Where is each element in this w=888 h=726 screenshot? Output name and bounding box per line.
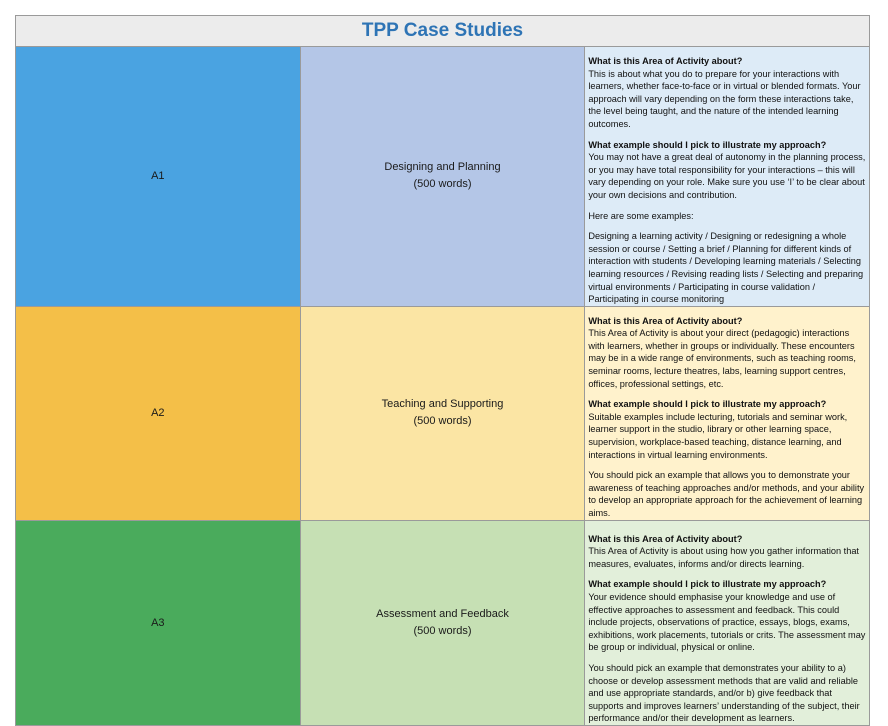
answer-text: Your evidence should emphasise your knowledge and use of effective approaches to assessment and feedback. This could include projects, observations of practice, essays, blogs, exams, exhibitions, work placements, tutorials or crits. The assessment may be group or individual, physical or online.: [588, 591, 866, 653]
word-count: (500 words): [413, 415, 472, 428]
question-heading: What example should I pick to illustrate my approach?: [588, 579, 827, 590]
table-row: [16, 520, 870, 725]
area-name-cell: [300, 47, 585, 307]
page-title: TPP Case Studies: [16, 16, 870, 47]
table-row: [16, 306, 870, 520]
area-name: Teaching and Supporting: [381, 398, 504, 411]
answer-text: You may not have a great deal of autonomy in the planning process, or you may have total responsibility for your interactions – this will vary depending on your role. Make sure you use ‘I’ to be clear about your own decisions and contribution.: [588, 152, 866, 200]
question-heading: What is this Area of Activity about?: [588, 56, 743, 66]
question-heading: What is this Area of Activity about?: [588, 315, 743, 326]
question-heading: What example should I pick to illustrate my approach?: [588, 139, 827, 150]
answer-text: This Area of Activity is about using how you gather information that measures, evaluates, informs and/or directs learning.: [588, 546, 859, 569]
area-name: Assessment and Feedback: [376, 607, 509, 620]
area-description: [585, 520, 870, 725]
area-code: A1: [16, 47, 301, 307]
question-heading: What example should I pick to illustrate my approach?: [588, 399, 827, 410]
area-name-cell: [300, 520, 585, 725]
answer-text: Suitable examples include lecturing, tutorials and seminar work, learner support in the studio, library or other learning space, supervision, workplace-based teaching, distance learning, and interactions in virtual learning environments.: [588, 411, 848, 460]
paragraph-text: You should pick an example that demonstrates your ability to a) choose or develop assessment methods that are valid and reliable and use appropriate standards, and/or b) give feedback that supports and improves learners’ understanding of the subject, their performance and/or their development as learners.: [588, 662, 860, 724]
area-name: Designing and Planning: [384, 161, 501, 174]
table-row: [16, 47, 870, 307]
answer-text: This is about what you do to prepare for your interactions with learners, whether face-to-face or in virtual or blended formats. Your approach will vary depending on the form these interactions take, the level being taught, and the nature of the intended learning outcomes.: [588, 68, 861, 129]
examples-text: Designing a learning activity / Designing or redesigning a whole session or course / Setting a brief / Planning for different kinds of interaction with students / Developing learning materials / Selecting learning resources / Revising reading lists / Selecting and preparing virtual environments / Participating in course validation / Participating in course monitoring: [588, 231, 864, 305]
paragraph-text: You should pick an example that allows you to demonstrate your awareness of teaching approaches and/or methods, and your ability to develop an appropriate approach for the achievement of learning aims.: [588, 470, 865, 518]
area-description: [585, 306, 870, 520]
answer-text: This Area of Activity is about your direct (pedagogic) interactions with learners, whether in groups or individually. These encounters may be in a wide range of environments, such as teaching rooms, seminar rooms, lecture theatres, labs, learning support centres, offices, professional settings, etc.: [588, 328, 856, 389]
word-count: (500 words): [413, 178, 472, 191]
area-name-cell: [300, 306, 585, 520]
area-code: A2: [16, 306, 301, 520]
question-heading: What is this Area of Activity about?: [588, 533, 743, 544]
area-description: [585, 47, 870, 307]
paragraph-text: Here are some examples:: [588, 210, 694, 221]
area-code: A3: [16, 520, 301, 725]
word-count: (500 words): [413, 624, 472, 637]
title-row: [16, 16, 870, 47]
case-studies-table: [15, 15, 870, 726]
case-studies-sheet: [15, 15, 870, 726]
